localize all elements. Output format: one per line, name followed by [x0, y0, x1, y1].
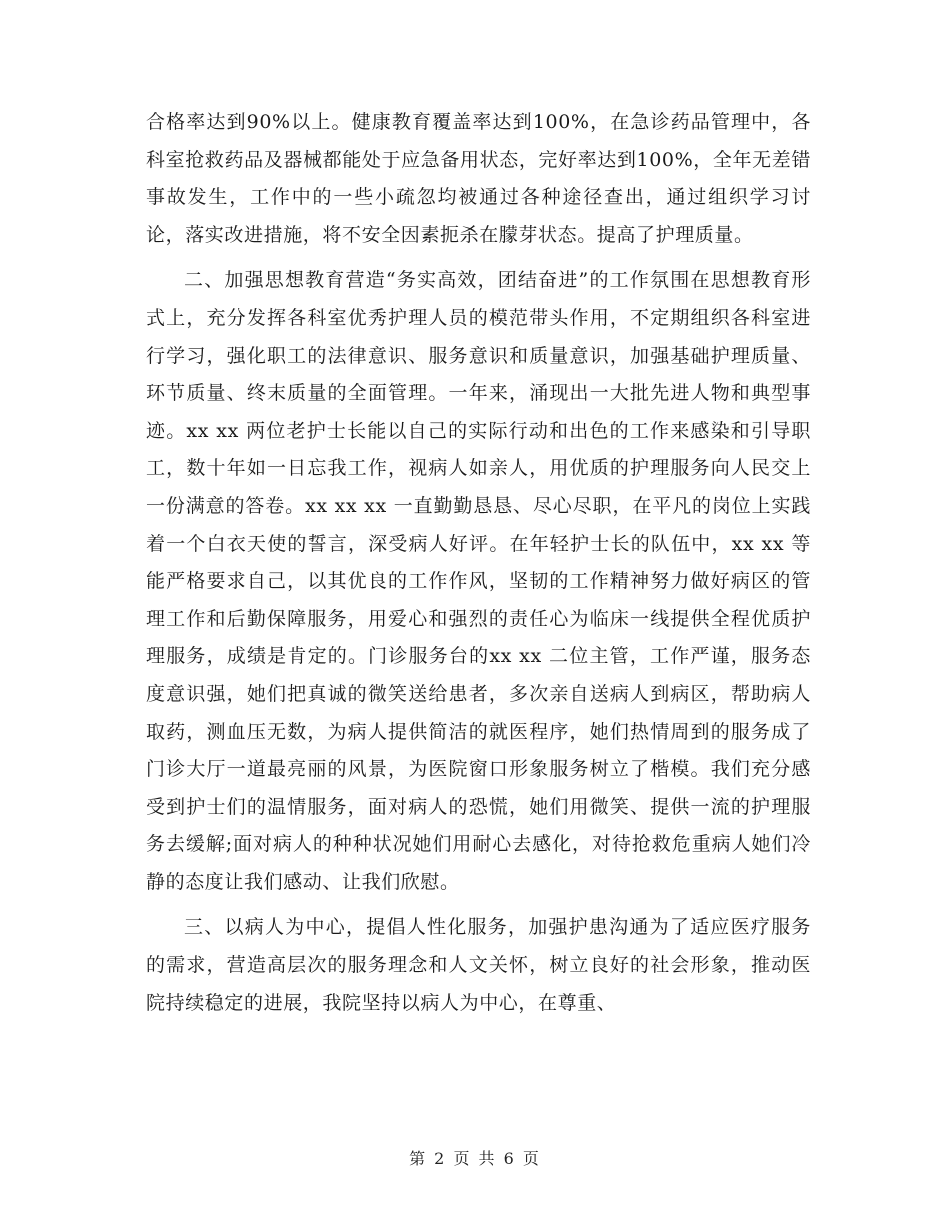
paragraph-section-three: 三、以病人为中心，提倡人性化服务，加强护患沟通为了适应医疗服务的需求，营造高层次的服务理念和人文关怀，树立良好的社会形象，推动医院持续稳定的进展，我院坚持以病人为中心，在尊重、: [146, 916, 811, 1014]
paragraph-section-two: 二、加强思想教育营造“务实高效，团结奋进”的工作氛围在思想教育形式上，充分发挥各科室优秀护理人员的模范带头作用，不定期组织各科室进行学习，强化职工的法律意识、服务意识和质量意识，加强基础护理质量、环节质量、终末质量的全面管理。一年来，涌现出一大批先进人物和典型事迹。xx xx 两位老护士长能以自己的实际行动和出色的工作来感染和引导职工，数十年如一日忘我工作，视病人如亲人，用优质的护理服务向人民交上一份满意的答卷。xx xx xx 一直勤勤恳恳、尽心尽职，在平凡的岗位上实践着一个白衣天使的誓言，深受病人好评。在年轻护士长的队伍中，xx xx 等能严格要求自己，以其优良的工作作风，坚韧的工作精神努力做好病区的管理工作和后勤保障服务，用爱心和强烈的责任心为临床一线提供全程优质护理服务，成绩是肯定的。门诊服务台的xx xx 二位主管，工作严谨，服务态度意识强，她们把真诚的微笑送给患者，多次亲自送病人到病区，帮助病人取药，测血压无数，为病人提供简洁的就医程序，她们热情周到的服务成了门诊大厅一道最亮丽的风景，为医院窗口形象服务树立了楷模。我们充分感受到护士们的温情服务，面对病人的恐慌，她们用微笑、提供一流的护理服务去缓解;面对病人的种种状况她们用耐心去感化，对待抢救危重病人她们冷静的态度让我们感动、让我们欣慰。: [146, 269, 811, 893]
page-number-footer: 第 2 页 共 6 页: [409, 1149, 541, 1168]
paragraph-continuation: 合格率达到90%以上。健康教育覆盖率达到100%，在急诊药品管理中，各科室抢救药品及器械都能处于应急备用状态，完好率达到100%，全年无差错事故发生，工作中的一些小疏忽均被通过各种途径查出，通过组织学习讨论，落实改进措施，将不安全因素扼杀在朦芽状态。提高了护理质量。: [146, 111, 811, 246]
document-body: [146, 104, 811, 1022]
